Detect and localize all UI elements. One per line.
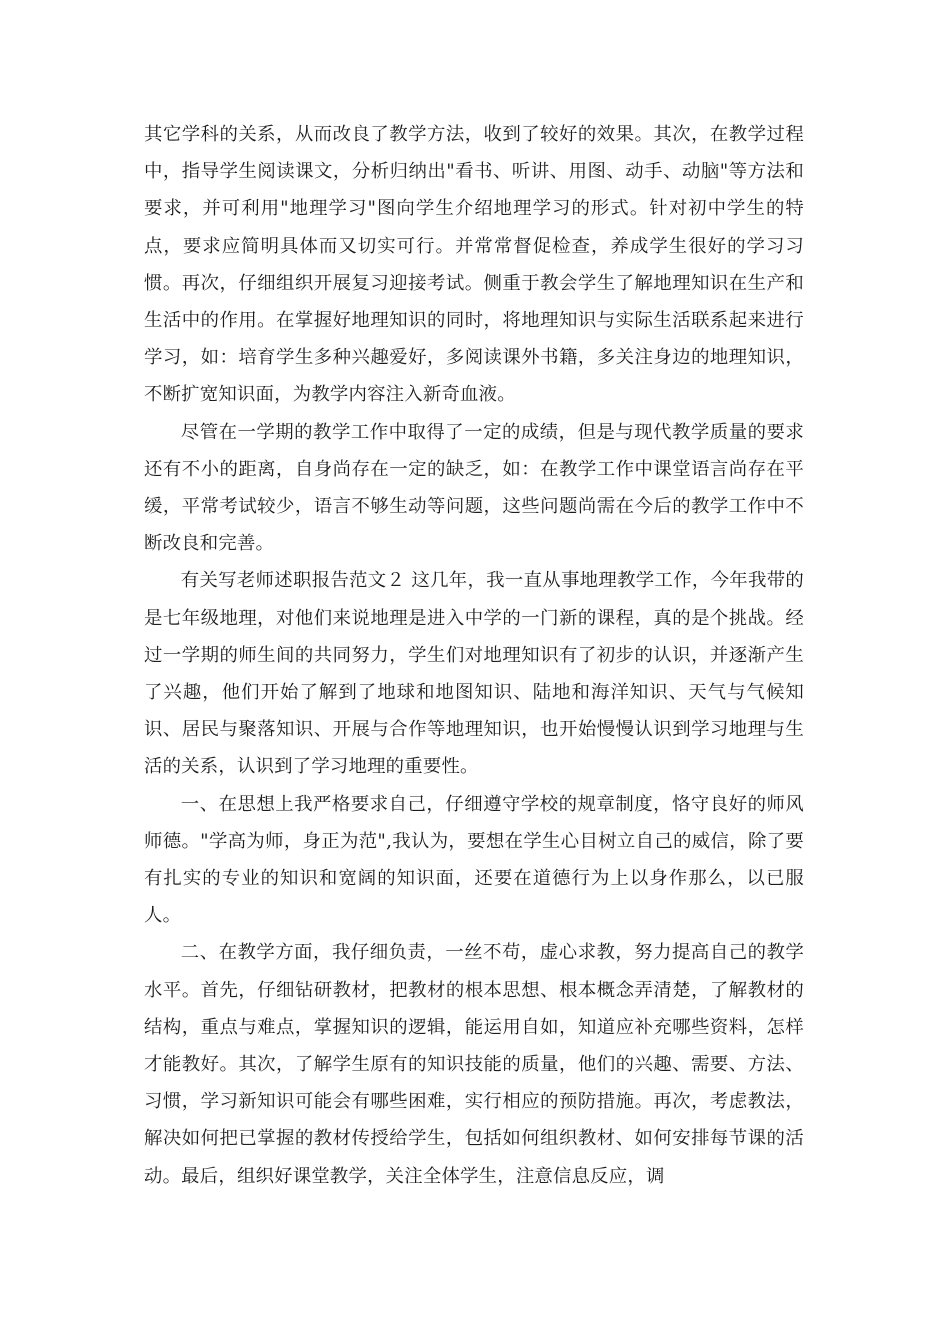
paragraph-3: 有关写老师述职报告范文２ 这几年，我一直从事地理教学工作，今年我带的是七年级地理，对他们来说地理是进入中学的一门新的课程，真的是个挑战。经过一学期的师生间的共同努力，学生们对地理知识有了初步的认识，并逐渐产生了兴趣，他们开始了解到了地球和地图知识、陆地和海洋知识、天气与气候知识、居民与聚落知识、开展与合作等地理知识，也开始慢慢认识到学习地理与生活的关系，认识到了学习地理的重要性。 [144, 570, 804, 778]
paragraph-1: 其它学科的关系，从而改良了教学方法，收到了较好的效果。其次，在教学过程中，指导学生阅读课文，分析归纳出"看书、听讲、用图、动手、动脑"等方法和要求，并可利用"地理学习"图向学生介绍地理学习的形式。针对初中学生的特点，要求应简明具体而又切实可行。并常常督促检查，养成学生很好的学习习惯。再次，仔细组织开展复习迎接考试。侧重于教会学生了解地理知识在生产和生活中的作用。在掌握好地理知识的同时，将地理知识与实际生活联系起来进行学习，如：培育学生多种兴趣爱好，多阅读课外书籍，多关注身边的地理知识，不断扩宽知识面，为教学内容注入新奇血液。 [144, 124, 804, 406]
paragraph-4: 一、在思想上我严格要求自己，仔细遵守学校的规章制度，恪守良好的师风师德。"学高为师，身正为范",我认为，要想在学生心目树立自己的威信，除了要有扎实的专业的知识和宽阔的知识面，还要在道德行为上以身作那么，以已服人。 [144, 793, 804, 927]
paragraph-2: 尽管在一学期的教学工作中取得了一定的成绩，但是与现代教学质量的要求还有不小的距离，自身尚存在一定的缺乏，如：在教学工作中课堂语言尚存在平缓，平常考试较少，语言不够生动等问题，这些问题尚需在今后的教学工作中不断改良和完善。 [144, 421, 804, 555]
document-body [144, 116, 804, 1195]
paragraph-5: 二、在教学方面，我仔细负责，一丝不苟，虚心求教，努力提高自己的教学水平。首先，仔细钻研教材，把教材的根本思想、根本概念弄清楚，了解教材的结构，重点与难点，掌握知识的逻辑，能运用自如，知道应补充哪些资料，怎样才能教好。其次，了解学生原有的知识技能的质量，他们的兴趣、需要、方法、习惯，学习新知识可能会有哪些困难，实行相应的预防措施。再次，考虑教法，解决如何把已掌握的教材传授给学生，包括如何组织教材、如何安排每节课的活动。最后，组织好课堂教学，关注全体学生，注意信息反应，调 [144, 942, 804, 1187]
